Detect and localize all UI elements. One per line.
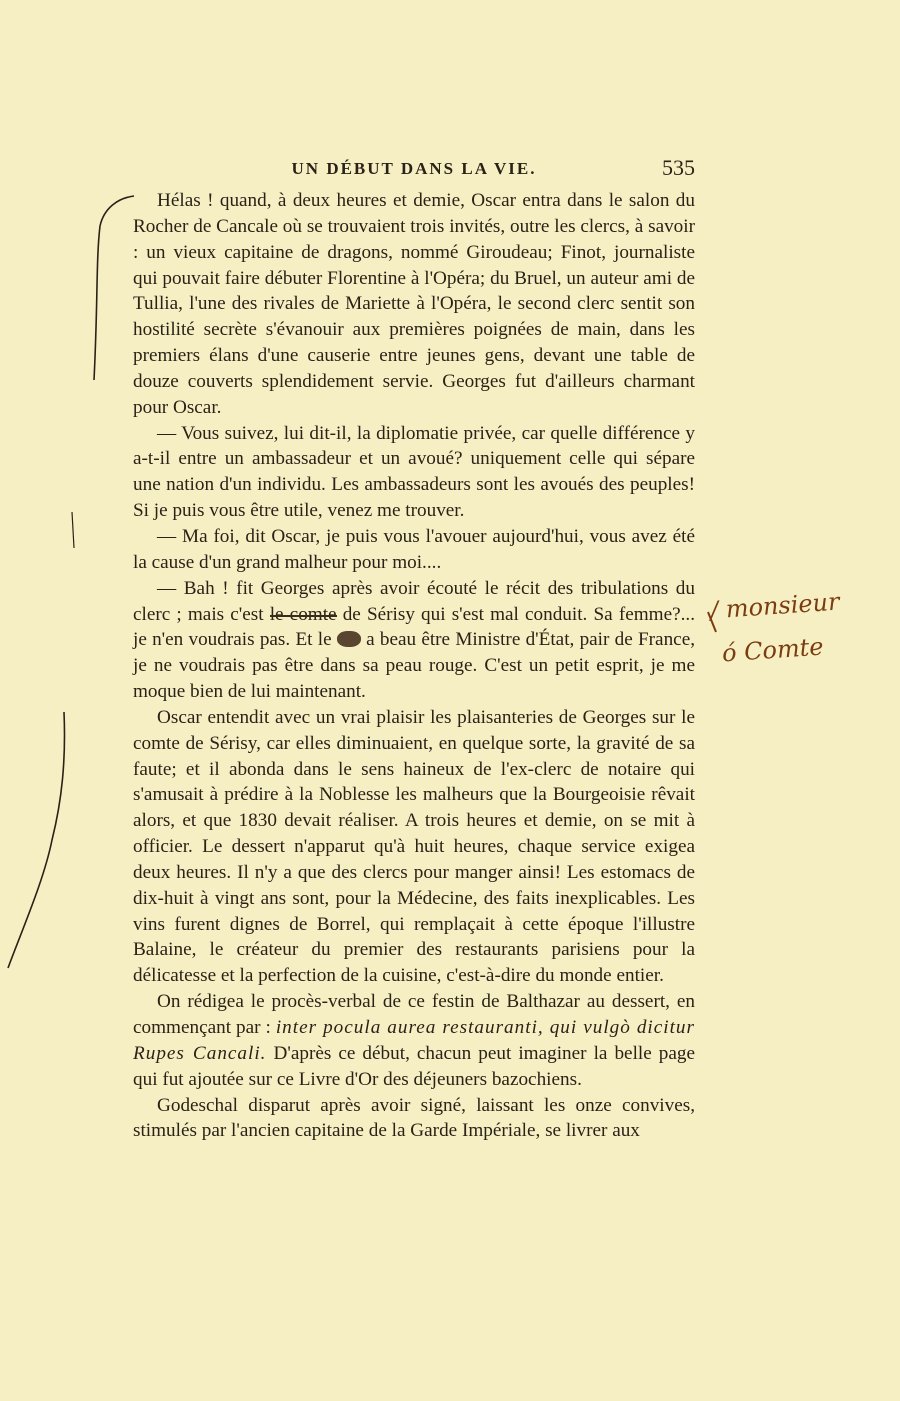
- page-header: [133, 155, 695, 185]
- margin-note-comte: ó Comte: [721, 632, 825, 668]
- paragraph-6-part-a: On rédigea le procès-verbal de ce festin de Balthazar au dessert, en commençant par :: [133, 991, 695, 1038]
- paragraph-6: [133, 989, 695, 1092]
- paragraph-7: Godeschal disparut après avoir signé, laissant les onze convives, stimulés par l'ancien capitaine de la Garde Impériale, se livrer aux: [133, 1094, 695, 1142]
- paragraph-4-part-a: — Bah ! fit Georges après avoir écouté le récit des tribulations du clerc ; mais c'est: [133, 577, 695, 625]
- ink-blot: [337, 631, 361, 647]
- bracket-mark-top: [94, 196, 134, 380]
- body-text: [133, 188, 695, 1144]
- paragraph-4: [133, 576, 695, 705]
- struck-text: le comte: [269, 603, 337, 625]
- tick-mark: [72, 512, 74, 548]
- bracket-mark-lower: [8, 712, 65, 968]
- paragraph-2: — Vous suivez, lui dit-il, la diplomatie privée, car quelle différence y a-t-il entre un ambassadeur et un avoué? uniquement celle qui sépare une nation d'un individu. Les ambassadeurs sont les avoués des peuples! Si je puis vous être utile, venez me trouver.: [133, 422, 695, 522]
- margin-note-monsieur: / monsieur: [709, 587, 841, 625]
- running-title: UN DÉBUT DANS LA VIE.: [291, 159, 537, 178]
- page-number: 535: [662, 155, 695, 180]
- paragraph-4-part-b: de Sérisy qui s'est mal conduit. Sa femme?... je n'en voudrais pas. Et le: [133, 603, 695, 651]
- latin-phrase: inter pocula aurea restauranti, qui vulgò dicitur Rupes Cancali.: [133, 1017, 695, 1064]
- paragraph-3: — Ma foi, dit Oscar, je puis vous l'avouer aujourd'hui, vous avez été la cause d'un grand malheur pour moi....: [133, 525, 695, 573]
- paragraph-6-part-b: D'après ce début, chacun peut imaginer la belle page qui fut ajoutée sur ce Livre d'Or des déjeuners bazochiens.: [133, 1042, 696, 1090]
- paragraph-1: Hélas ! quand, à deux heures et demie, Oscar entra dans le salon du Rocher de Cancale où se trouvaient trois invités, outre les clercs, à savoir : un vieux capitaine de dragons, nommé Giroudeau; Finot, journaliste qui pouvait faire débuter Florentine à l'Opéra; du Bruel, un auteur ami de Tullia, l'une des rivales de Mariette à l'Opéra, le second clerc sentit son hostilité secrète s'évanouir aux premières poignées de main, dans les premiers élans d'une causerie entre jeunes gens, devant une table de douze couverts splendidement servie. Georges fut d'ailleurs charmant pour Oscar.: [133, 190, 695, 418]
- paragraph-4-part-c: a beau être Ministre d'État, pair de France, je ne voudrais pas être dans sa peau rouge. C'est un petit esprit, je me moque bien de lui maintenant.: [133, 629, 696, 703]
- paragraph-5: Oscar entendit avec un vrai plaisir les plaisanteries de Georges sur le comte de Sérisy, car elles diminuaient, en quelque sorte, la gravité de sa faute; et il abonda dans le sens haineux de l'ex-clerc de notaire qui s'amusait à prédire à la Noblesse les malheurs que la Bourgeoisie rêvait alors, et que 1830 devait réaliser. A trois heures et demie, on se mit à officier. Le dessert n'apparut qu'à huit heures, chaque service exigea deux heures. Il n'y a que des clercs pour manger ainsi! Les estomacs de dix-huit à vingt ans sont, pour la Médecine, des faits inexplicables. Les vins furent dignes de Borrel, qui remplaçait à cette époque l'illustre Balaine, le créateur du premier des restaurants parisiens pour la délicatesse et la perfection de la cuisine, c'est-à-dire du monde entier.: [133, 706, 695, 987]
